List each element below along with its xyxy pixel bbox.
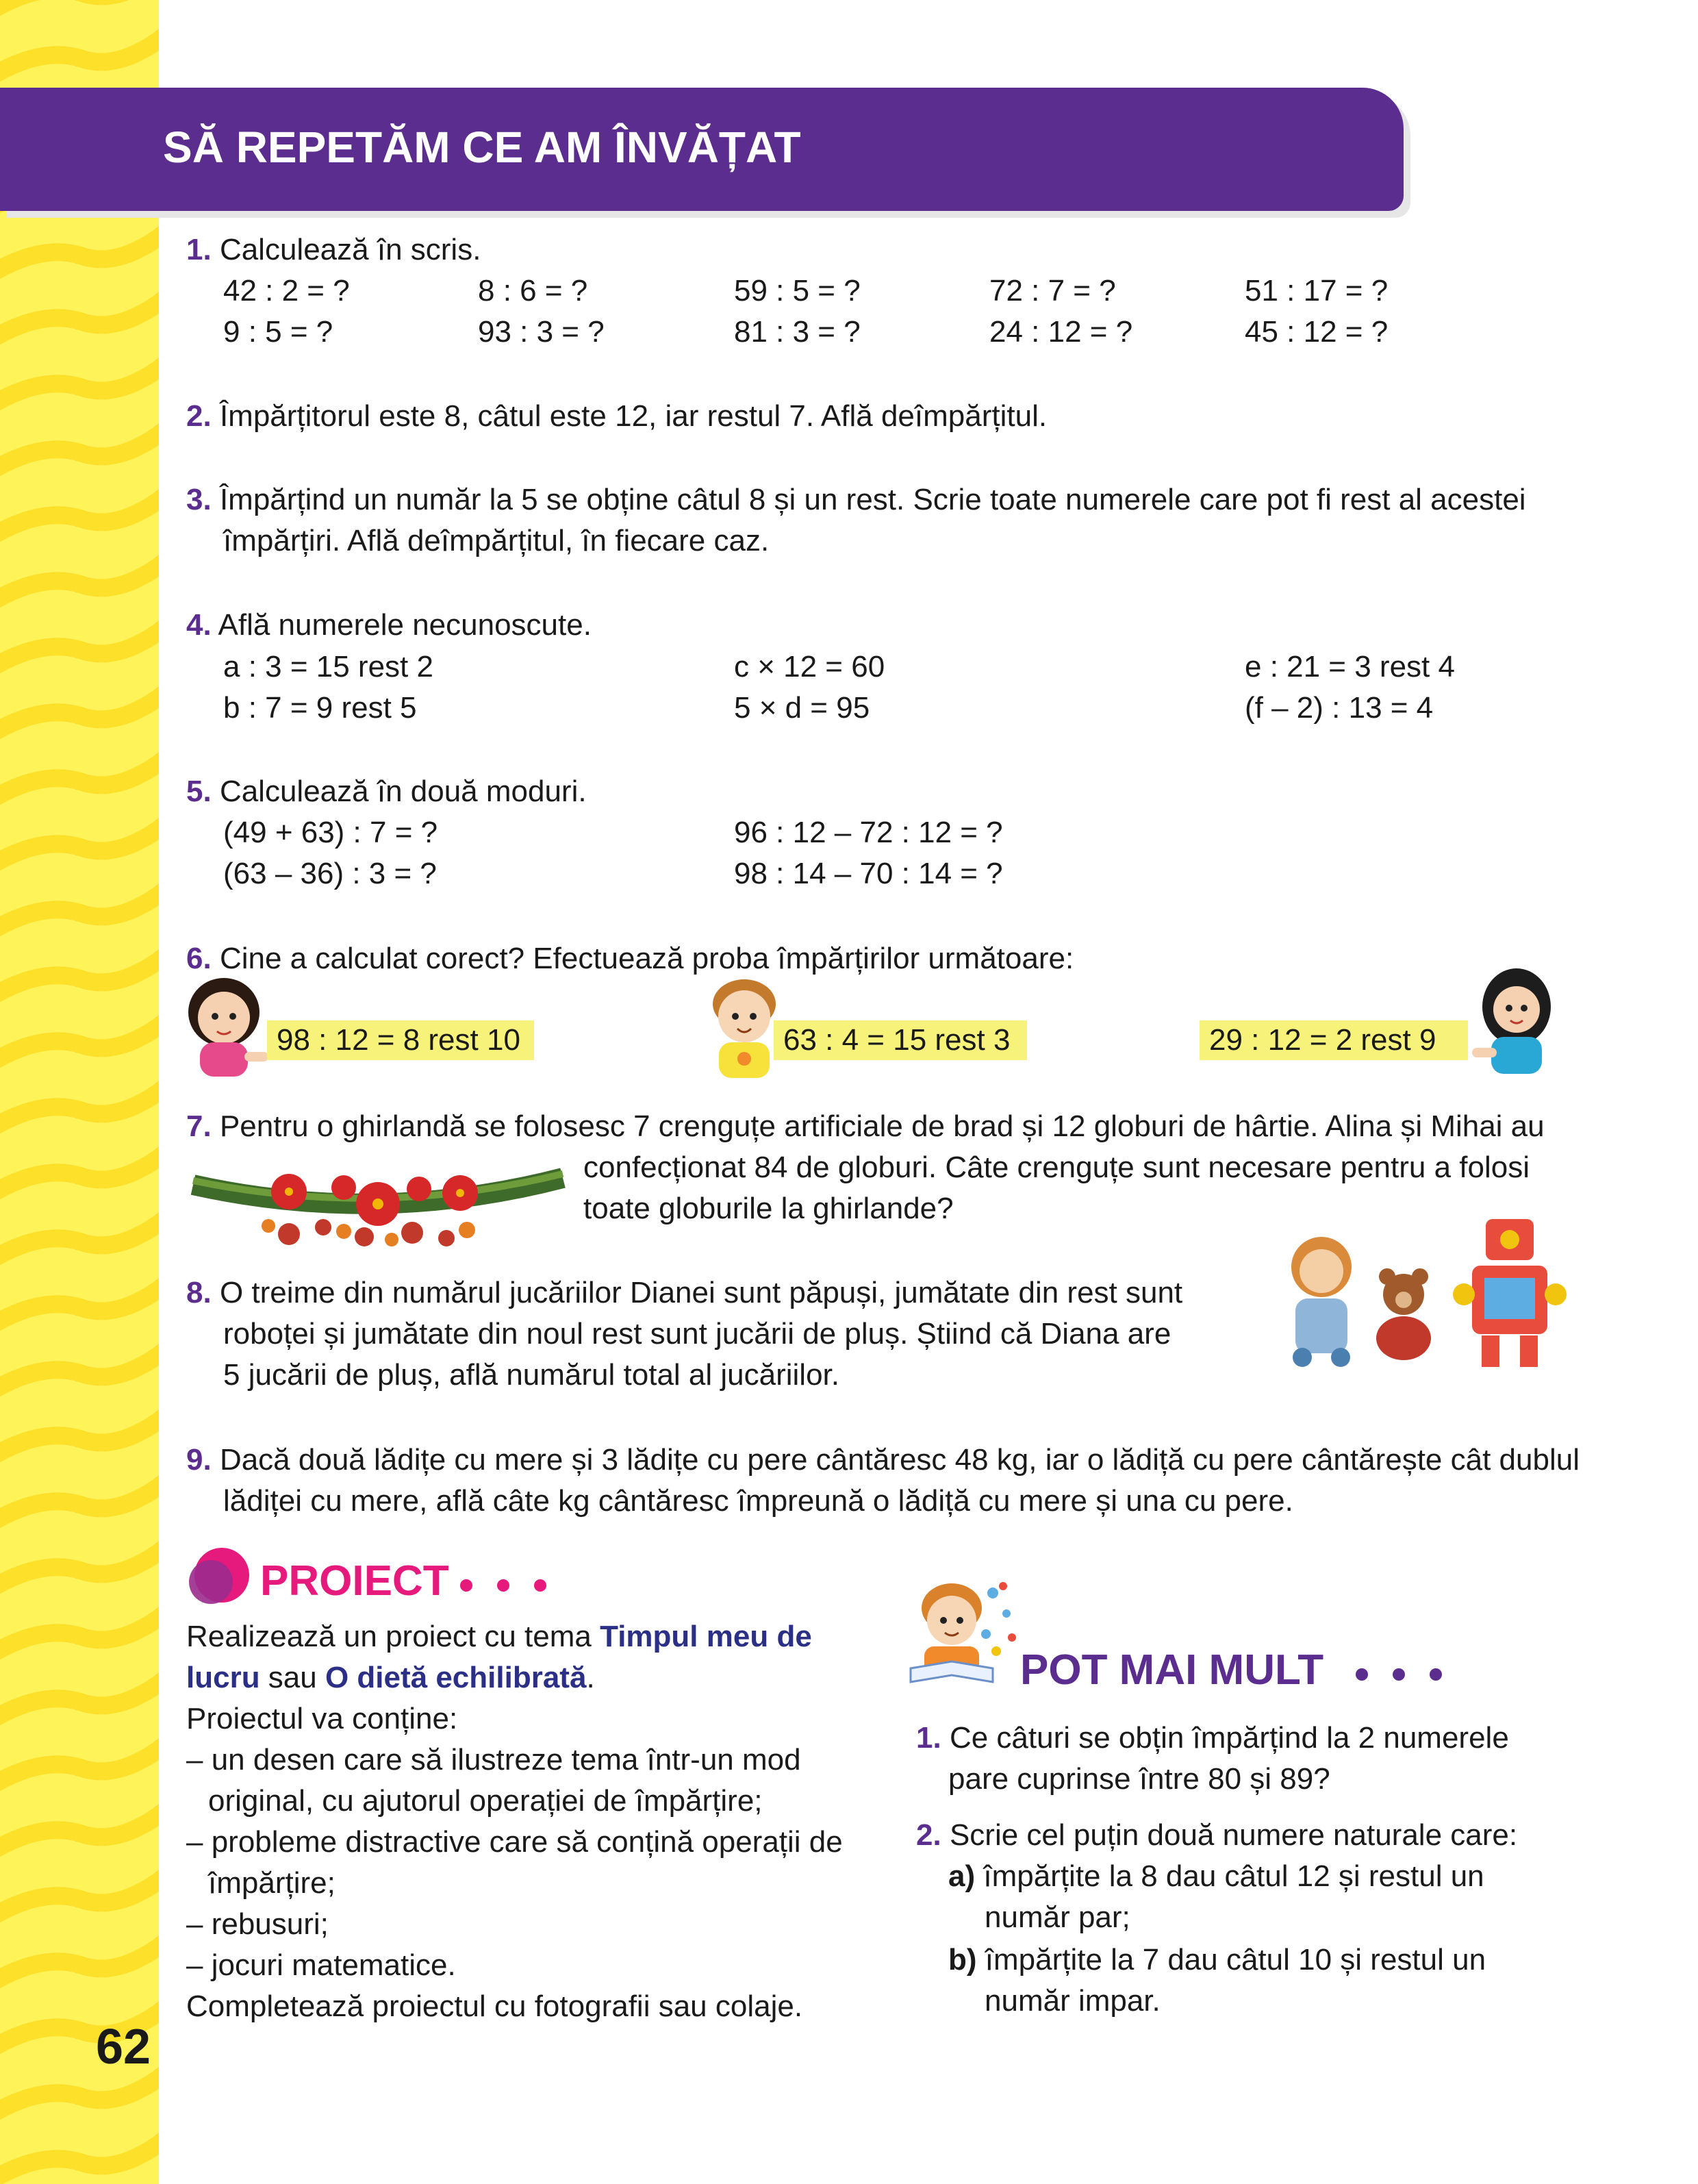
pot-q2-line1 [916,1815,1517,1856]
exercise-text: Află numerele necunoscute. [218,608,592,642]
ex5-item: (63 – 36) : 3 = ? [223,857,437,890]
ex5-item: 96 : 12 – 72 : 12 = ? [734,816,1003,849]
exercise-5-prompt [186,771,587,812]
ex5-item: 98 : 14 – 70 : 14 = ? [734,857,1003,890]
exercise-7-text-line2: confecționat 84 de globuri. Câte crenguțe sunt necesare pentru a folosi [583,1151,1530,1184]
exercise-9-text-line2: lădiței cu mere, află câte kg cântăresc împreună o lădiță cu mere și una cu pere. [223,1484,1293,1518]
exercise-4-prompt [186,605,592,646]
question-text: Ce câturi se obțin împărțind la 2 numerele [949,1721,1509,1755]
exercise-8-prompt [186,1272,1182,1314]
answer-box-2: 63 : 4 = 15 rest 3 [774,1020,1027,1060]
decorative-dot [460,1579,472,1592]
decorative-dot [1430,1668,1442,1681]
pot-q1-line2: pare cuprinse între 80 și 89? [948,1762,1330,1796]
exercise-number: 4. [186,608,212,642]
decorative-dot [534,1579,546,1592]
proiect-text: . [586,1661,595,1694]
toys-illustration [1274,1212,1595,1377]
pot-q2b-line2: număr impar. [985,1984,1161,2018]
ex4-item: b : 7 = 9 rest 5 [223,691,417,725]
exercise-8-text-line2: roboței și jumătate din noul rest sunt jucării de pluș. Știind că Diana are [223,1317,1171,1351]
decorative-dot [1356,1668,1368,1681]
proiect-line7: împărțire; [208,1866,335,1900]
ex1-item: 9 : 5 = ? [223,315,333,349]
subquestion-text: împărțite la 7 dau câtul 10 și restul un [985,1943,1486,1976]
proiect-line5: original, cu ajutorul operației de împărțire; [208,1784,763,1818]
christmas-garland-illustration [186,1151,570,1253]
reading-boy-illustration [904,1572,1020,1689]
answer-box-3: 29 : 12 = 2 rest 9 [1200,1020,1468,1060]
proiect-theme-2: O dietă echilibrată [325,1661,587,1694]
ex1-item: 8 : 6 = ? [478,274,588,307]
exercise-text: Calculează în două moduri. [219,775,587,808]
subquestion-text: împărțite la 8 dau câtul 12 și restul un [983,1859,1484,1893]
ex5-item: (49 + 63) : 7 = ? [223,816,438,849]
exercise-1-prompt [186,229,481,271]
exercise-number: 2. [186,399,212,433]
girl-illustration [1472,966,1561,1082]
exercise-number: 8. [186,1276,212,1309]
proiect-title: PROIECT [260,1557,449,1605]
exercise-2-prompt [186,396,1047,437]
proiect-theme-1-cont: lucru [186,1661,260,1694]
proiect-text: Realizează un proiect cu tema [186,1620,600,1653]
proiect-circle-icon [186,1546,252,1608]
exercise-number: 9. [186,1443,212,1477]
proiect-line9: – jocuri matematice. [186,1948,456,1982]
proiect-line2 [186,1657,595,1698]
proiect-line6: – probleme distractive care să conțină operații de [186,1825,843,1859]
exercise-text: Calculează în scris. [219,233,481,266]
exercise-number: 1. [186,233,212,266]
ex1-item: 51 : 17 = ? [1245,274,1389,307]
exercise-text: Pentru o ghirlandă se folosesc 7 crenguțe artificiale de brad și 12 globuri de hârtie. Alina și Mihai au [219,1109,1545,1143]
pot-q1-line1 [916,1718,1509,1759]
ex1-item: 81 : 3 = ? [734,315,861,349]
exercise-number: 5. [186,775,212,808]
proiect-line10: Completează proiectul cu fotografii sau colaje. [186,1990,803,2023]
question-number: 1. [916,1721,941,1755]
girl-illustration [179,971,268,1081]
ex1-item: 42 : 2 = ? [223,274,350,307]
decorative-dot [497,1579,509,1592]
exercise-number: 6. [186,942,212,975]
ex4-item: (f – 2) : 13 = 4 [1245,691,1434,725]
exercise-number: 7. [186,1109,212,1143]
ex1-item: 59 : 5 = ? [734,274,861,307]
page-number: 62 [96,2020,151,2074]
exercise-7-text-line3: toate globurile la ghirlande? [583,1192,954,1225]
pot-mai-mult-title: POT MAI MULT [1020,1646,1324,1694]
proiect-theme-1: Timpul meu de [600,1620,812,1653]
exercise-text: Împărțind un număr la 5 se obține câtul 8 și un rest. Scrie toate numerele care pot fi rest al acestei [219,483,1526,516]
pot-q2a-line2: număr par; [985,1900,1130,1934]
proiect-text: sau [259,1661,325,1694]
subquestion-label: b) [948,1943,977,1976]
pot-q2a-line1 [948,1856,1484,1897]
exercise-6-prompt [186,938,1074,979]
ex1-item: 45 : 12 = ? [1245,315,1389,349]
proiect-line3: Proiectul va conține: [186,1702,458,1735]
decorative-yellow-stripes [0,0,159,2184]
exercise-text: O treime din numărul jucăriilor Dianei sunt păpuși, jumătate din rest sunt [219,1276,1183,1309]
exercise-8-text-line3: 5 jucării de pluș, află numărul total al jucăriilor. [223,1358,840,1392]
exercise-text: Cine a calculat corect? Efectuează proba împărțirilor următoare: [219,942,1074,975]
answer-box-1: 98 : 12 = 8 rest 10 [267,1020,534,1060]
exercise-number: 3. [186,483,212,516]
exercise-text: Dacă două lădițe cu mere și 3 lădițe cu pere cântăresc 48 kg, iar o lădiță cu pere cântărește cât dublul [219,1443,1580,1477]
ex1-item: 72 : 7 = ? [989,274,1116,307]
ex1-item: 24 : 12 = ? [989,315,1133,349]
exercise-3-prompt [186,479,1526,520]
section-title: SĂ REPETĂM CE AM ÎNVĂȚAT [163,123,801,172]
decorative-dot [1393,1668,1405,1681]
exercise-7-prompt [186,1106,1545,1147]
pot-q2b-line1 [948,1940,1486,1981]
ex4-item: a : 3 = 15 rest 2 [223,650,433,683]
question-number: 2. [916,1818,941,1852]
ex4-item: c × 12 = 60 [734,650,885,683]
exercise-9-prompt [186,1440,1580,1481]
proiect-line1 [186,1616,812,1657]
ex4-item: e : 21 = 3 rest 4 [1245,650,1455,683]
proiect-line4: – un desen care să ilustreze tema într-un mod [186,1743,801,1777]
ex1-item: 93 : 3 = ? [478,315,605,349]
subquestion-label: a) [948,1859,976,1893]
ex4-item: 5 × d = 95 [734,691,870,725]
question-text: Scrie cel puțin două numere naturale care: [949,1818,1518,1852]
exercise-text: Împărțitorul este 8, câtul este 12, iar restul 7. Află deîmpărțitul. [219,399,1048,433]
proiect-line8: – rebusuri; [186,1907,329,1941]
exercise-3-text-line2: împărțiri. Află deîmpărțitul, în fiecare caz. [223,524,770,557]
